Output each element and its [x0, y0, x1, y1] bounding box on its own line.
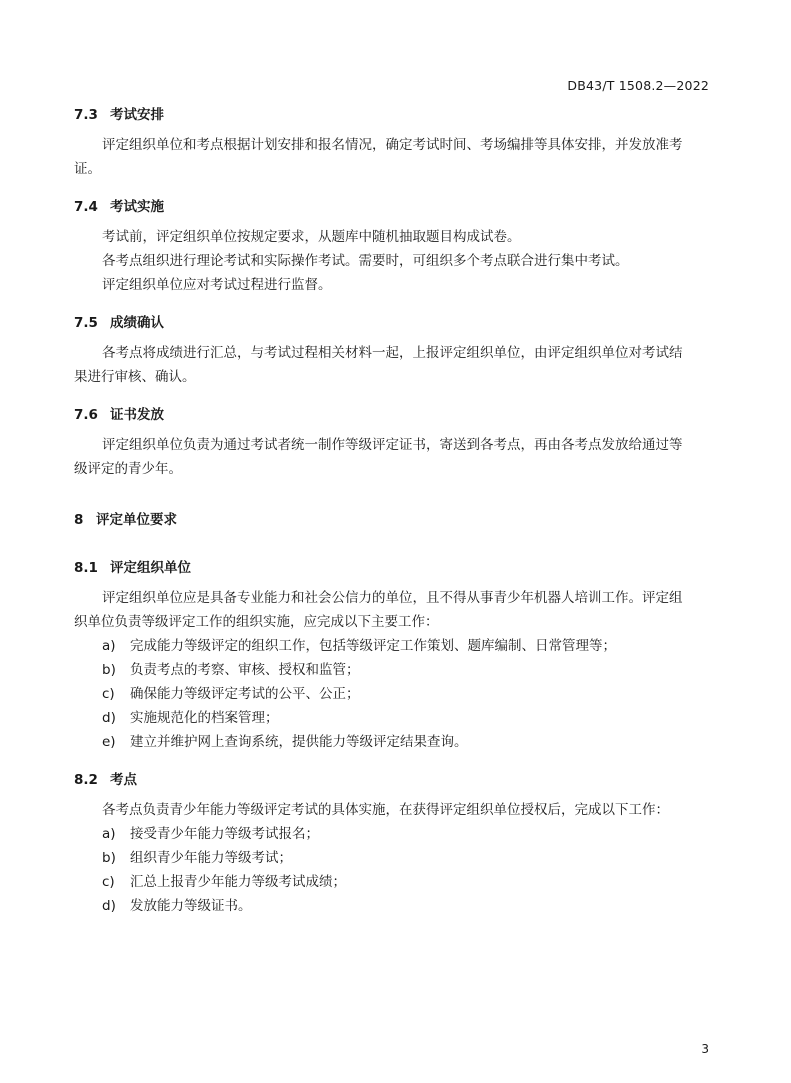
paragraph-line: 评定组织单位和考点根据计划安排和报名情况，确定考试时间、考场编排等具体安排，并发放准考: [102, 137, 683, 153]
list-marker: b): [102, 662, 116, 678]
list-marker: e): [102, 734, 116, 750]
section-heading-7-6: [74, 406, 714, 424]
section-title: 考试安排: [110, 107, 164, 123]
section-heading-8-2: [74, 771, 714, 789]
list-item-text: 确保能力等级评定考试的公平、公正；: [130, 686, 360, 702]
list-marker: d): [102, 898, 116, 914]
list-item: [74, 846, 714, 870]
list-item-text: 负责考点的考察、审核、授权和监管；: [130, 662, 360, 678]
list-item: [74, 682, 714, 706]
list-marker: a): [102, 638, 116, 654]
list-item: [74, 870, 714, 894]
list-item-text: 完成能力等级评定的组织工作，包括等级评定工作策划、题库编制、日常管理等；: [130, 638, 616, 654]
paragraph-line: 果进行审核、确认。: [74, 369, 196, 385]
chapter-heading-8: [74, 511, 714, 529]
section-number: 7.3: [74, 107, 98, 123]
page-content: [74, 106, 714, 918]
paragraph-line: 各考点负责青少年能力等级评定考试的具体实施，在获得评定组织单位授权后，完成以下工作：: [102, 802, 669, 818]
list-item: [74, 822, 714, 846]
paragraph-line: 考试前，评定组织单位按规定要求，从题库中随机抽取题目构成试卷。: [102, 229, 521, 245]
section-title: 成绩确认: [110, 315, 164, 331]
section-title: 证书发放: [110, 407, 164, 423]
list-marker: c): [102, 686, 115, 702]
paragraph-line: 各考点将成绩进行汇总，与考试过程相关材料一起，上报评定组织单位，由评定组织单位对考试结: [102, 345, 683, 361]
list-item-text: 建立并维护网上查询系统，提供能力等级评定结果查询。: [130, 734, 468, 750]
list-marker: c): [102, 874, 115, 890]
list-marker: d): [102, 710, 116, 726]
list-item: [74, 634, 714, 658]
section-heading-7-5: [74, 314, 714, 332]
list-item: [74, 894, 714, 918]
list-marker: b): [102, 850, 116, 866]
paragraph-line: 评定组织单位应对考试过程进行监督。: [102, 277, 332, 293]
list-item-text: 组织青少年能力等级考试；: [130, 850, 292, 866]
list-item: [74, 706, 714, 730]
section-heading-7-3: [74, 106, 714, 124]
section-number: 7.4: [74, 199, 98, 215]
list-item-text: 接受青少年能力等级考试报名；: [130, 826, 319, 842]
list-item: [74, 658, 714, 682]
chapter-title: 评定单位要求: [96, 512, 177, 528]
paragraph-line: 织单位负责等级评定工作的组织实施，应完成以下主要工作：: [74, 614, 439, 630]
section-number: 7.5: [74, 315, 98, 331]
paragraph-line: 评定组织单位应是具备专业能力和社会公信力的单位，且不得从事青少年机器人培训工作。评定组: [102, 590, 683, 606]
chapter-number: 8: [74, 512, 84, 528]
list-item: [74, 730, 714, 754]
section-number: 7.6: [74, 407, 98, 423]
page-number: 3: [701, 1042, 709, 1056]
list-item-text: 发放能力等级证书。: [130, 898, 252, 914]
section-title: 评定组织单位: [110, 560, 191, 576]
list-item-text: 汇总上报青少年能力等级考试成绩；: [130, 874, 346, 890]
paragraph-line: 各考点组织进行理论考试和实际操作考试。需要时，可组织多个考点联合进行集中考试。: [102, 253, 629, 269]
section-title: 考试实施: [110, 199, 164, 215]
document-id-header: DB43/T 1508.2—2022: [567, 78, 709, 93]
paragraph-line: 级评定的青少年。: [74, 461, 182, 477]
section-number: 8.1: [74, 560, 98, 576]
paragraph-line: 评定组织单位负责为通过考试者统一制作等级评定证书，寄送到各考点，再由各考点发放给通过等: [102, 437, 683, 453]
section-heading-7-4: [74, 198, 714, 216]
section-number: 8.2: [74, 772, 98, 788]
section-heading-8-1: [74, 559, 714, 577]
paragraph-line: 证。: [74, 161, 101, 177]
list-item-text: 实施规范化的档案管理；: [130, 710, 279, 726]
section-title: 考点: [110, 772, 137, 788]
list-marker: a): [102, 826, 116, 842]
